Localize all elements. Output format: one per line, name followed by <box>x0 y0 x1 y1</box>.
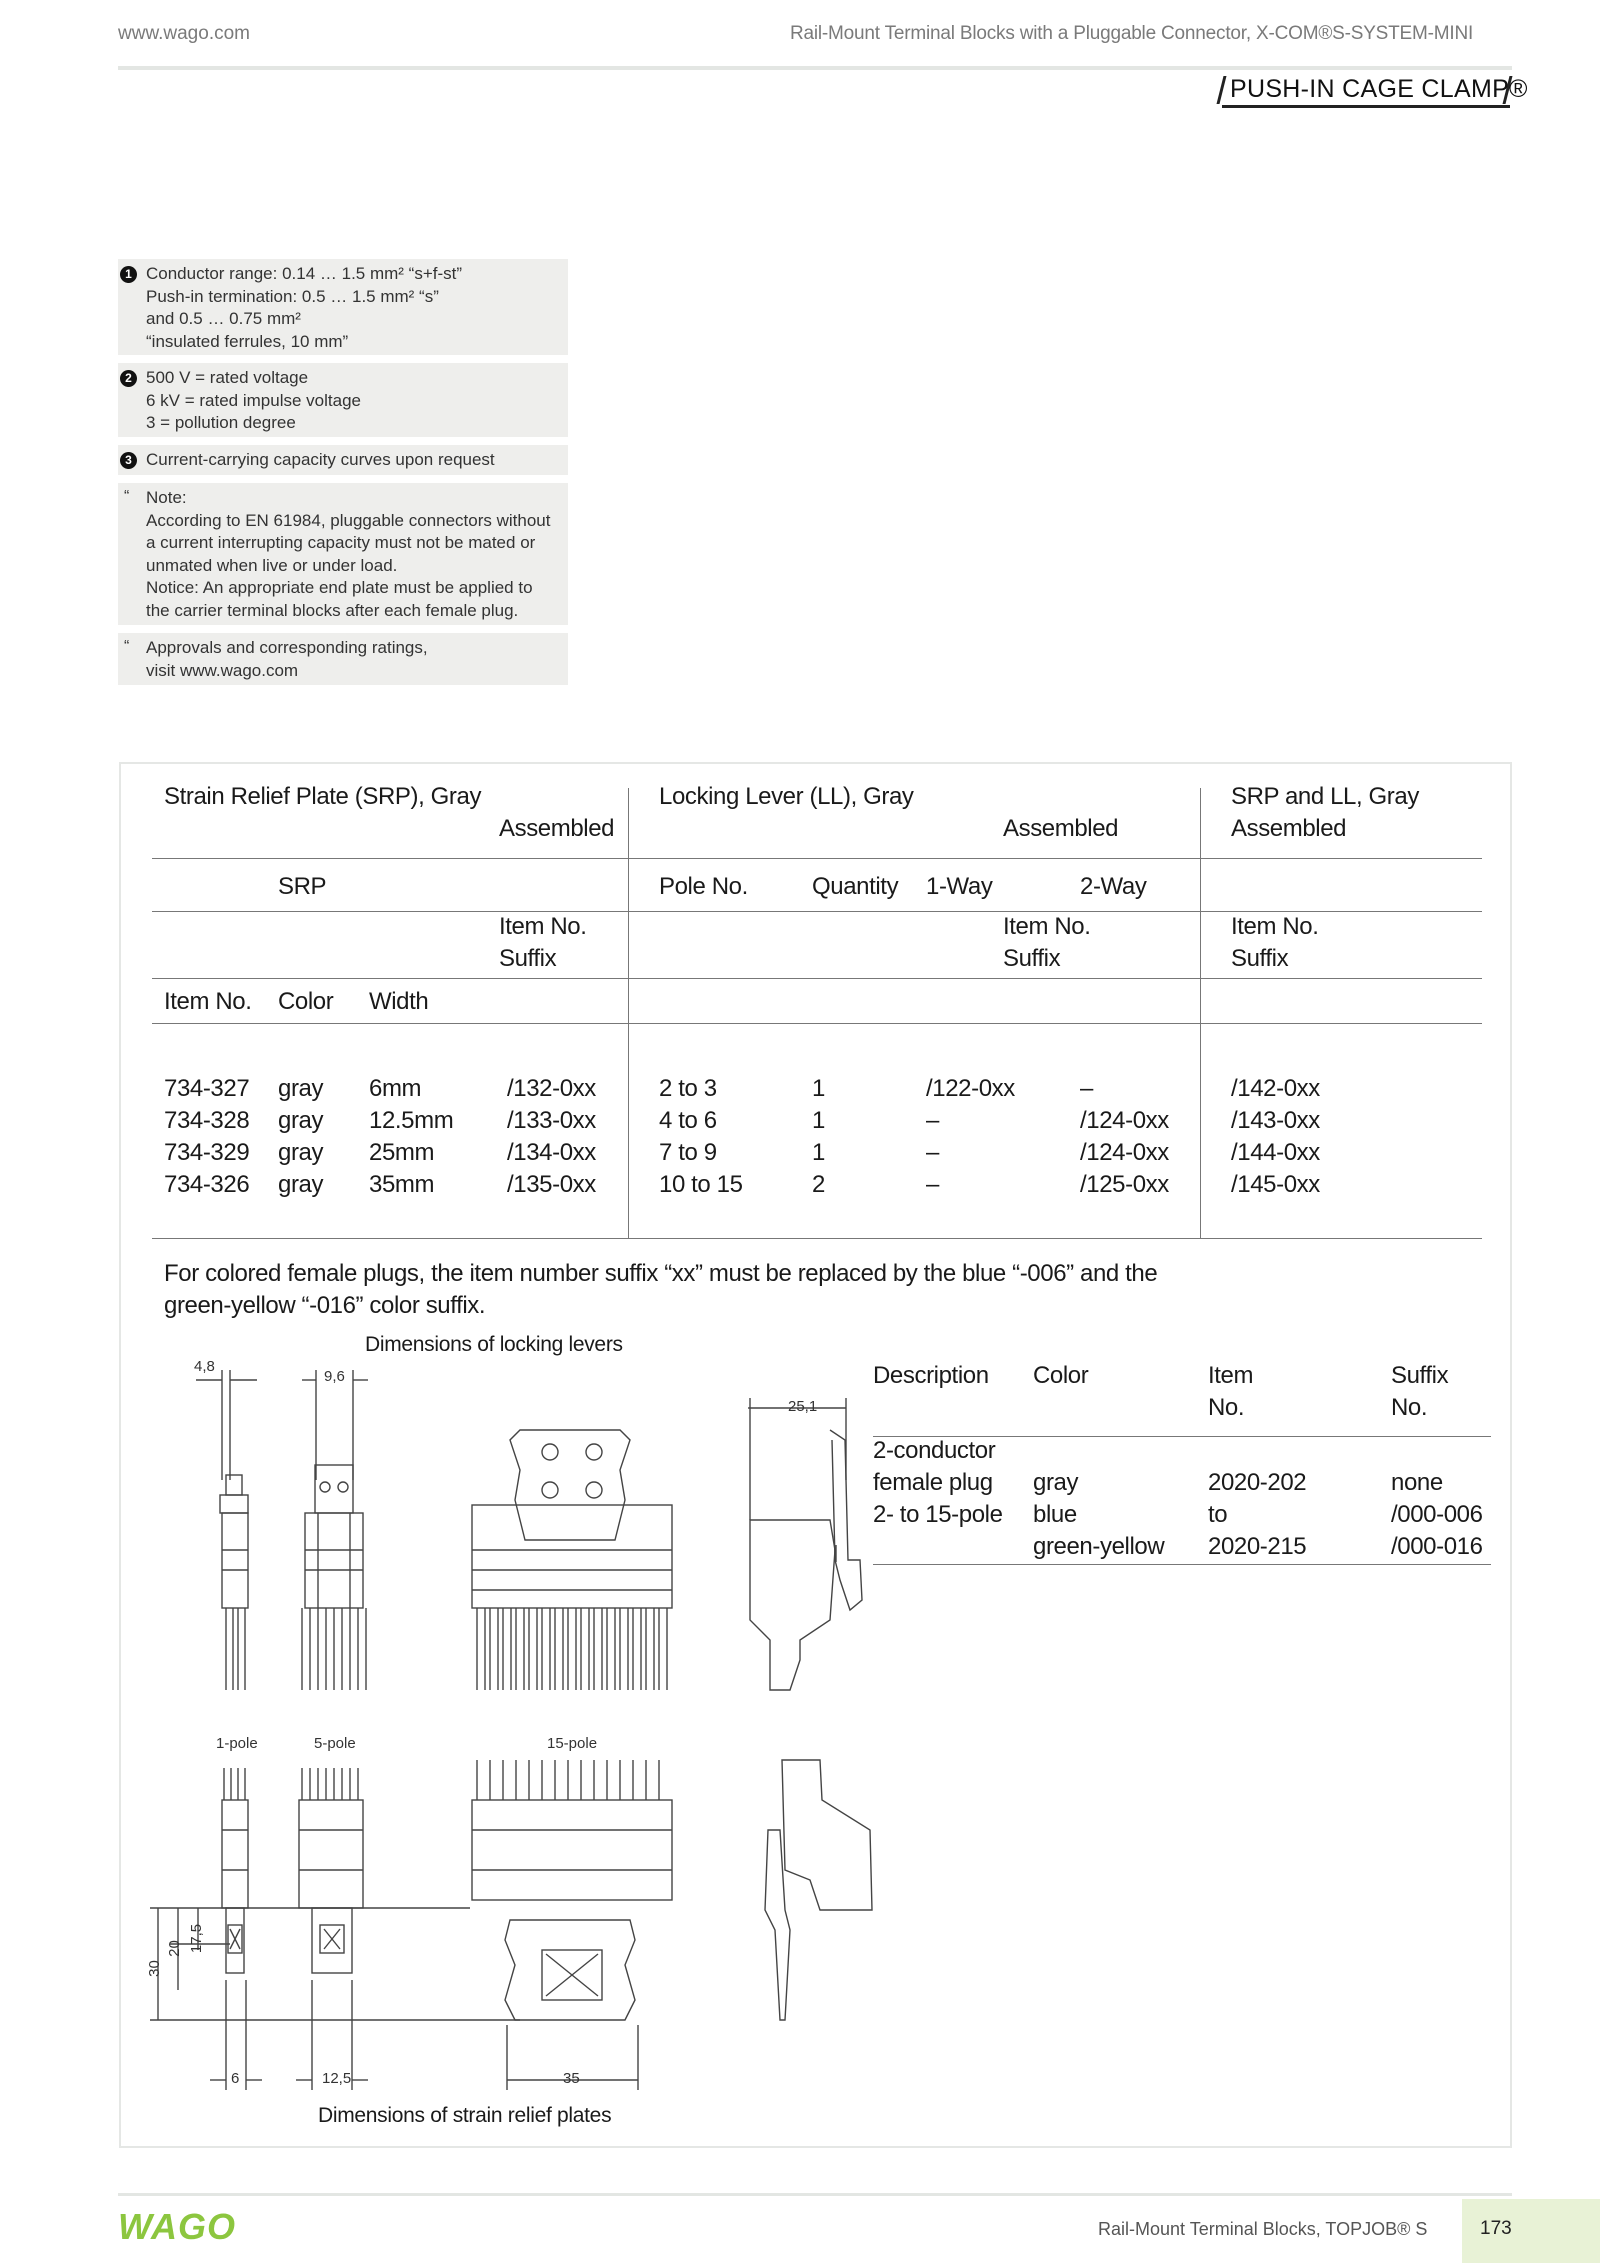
note-line: a current interrupting capacity must not be mated or <box>146 533 536 552</box>
t2-description: female plug <box>873 1469 993 1496</box>
table-cell-color: gray <box>278 1171 324 1198</box>
t2-suffix-header: No. <box>1391 1394 1428 1421</box>
table-cell-item: 734-329 <box>164 1139 250 1166</box>
brand-label: PUSH-IN CAGE CLAMP® <box>1230 75 1528 103</box>
dim-6: 6 <box>231 2070 240 2087</box>
table-cell-poles: 4 to 6 <box>659 1107 717 1134</box>
table-cell-item: 734-326 <box>164 1171 250 1198</box>
t2-suffix: /000-016 <box>1391 1533 1483 1560</box>
table-cell-one-way: – <box>926 1107 939 1134</box>
both-assembled: Assembled <box>1231 815 1347 842</box>
t2-suffix: /000-006 <box>1391 1501 1483 1528</box>
table-cell-width: 6mm <box>369 1075 422 1102</box>
srp-suffix-header: Suffix <box>499 945 557 972</box>
table-cell-srp-suffix: /132-0xx <box>507 1075 596 1102</box>
srp-item-no-header: Item No. <box>499 913 587 940</box>
table-cell-two-way: /124-0xx <box>1080 1107 1169 1134</box>
label-5-pole: 5-pole <box>314 1735 356 1752</box>
number-1-icon: 1 <box>120 266 137 283</box>
color-suffix-footnote: For colored female plugs, the item number suffix “xx” must be replaced by the blue “-006” and the <box>164 1260 1158 1287</box>
table-cell-qty: 1 <box>812 1139 825 1166</box>
table-cell-both: /144-0xx <box>1231 1139 1320 1166</box>
footer-section-title: Rail-Mount Terminal Blocks, TOPJOB® S <box>1098 2219 1428 2239</box>
dim-35: 35 <box>563 2070 580 2087</box>
both-title: SRP and LL, Gray <box>1231 783 1419 810</box>
note-line: Push-in termination: 0.5 … 1.5 mm² “s” <box>146 286 439 306</box>
one-way-header: 1-Way <box>926 873 993 900</box>
table-cell-two-way: /124-0xx <box>1080 1139 1169 1166</box>
locking-levers-title: Dimensions of locking levers <box>365 1333 623 1356</box>
pole-no-header: Pole No. <box>659 873 748 900</box>
table-cell-one-way: /122-0xx <box>926 1075 1015 1102</box>
table-cell-both: /145-0xx <box>1231 1171 1320 1198</box>
dim-12-5: 12,5 <box>322 2070 352 2087</box>
number-2-icon: 2 <box>120 370 137 387</box>
t2-item: to <box>1208 1501 1228 1528</box>
strain-relief-title: Dimensions of strain relief plates <box>318 2104 612 2127</box>
dim-20: 20 <box>165 1940 183 1957</box>
ll-assembled: Assembled <box>1003 815 1119 842</box>
ll-title: Locking Lever (LL), Gray <box>659 783 914 810</box>
dim-25-1: 25,1 <box>788 1398 818 1415</box>
note-line: Approvals and corresponding ratings, <box>146 638 428 657</box>
t2-item-header: Item <box>1208 1362 1254 1389</box>
note-marker: “ <box>124 488 130 505</box>
table-cell-srp-suffix: /135-0xx <box>507 1171 596 1198</box>
t2-color: gray <box>1033 1469 1079 1496</box>
table-cell-item: 734-328 <box>164 1107 250 1134</box>
table-cell-width: 12.5mm <box>369 1107 454 1134</box>
table-cell-qty: 2 <box>812 1171 825 1198</box>
note-line: Current-carrying capacity curves upon request <box>146 450 495 469</box>
table-cell-width: 35mm <box>369 1171 435 1198</box>
table-cell-both: /143-0xx <box>1231 1107 1320 1134</box>
note-line: Notice: An appropriate end plate must be applied to <box>146 578 533 597</box>
note-line: and 0.5 … 0.75 mm² <box>146 309 301 328</box>
color-suffix-footnote: green-yellow “-016” color suffix. <box>164 1292 486 1319</box>
label-1-pole: 1-pole <box>216 1735 258 1752</box>
table-cell-poles: 7 to 9 <box>659 1139 717 1166</box>
quantity-header: Quantity <box>812 873 899 900</box>
table-cell-width: 25mm <box>369 1139 435 1166</box>
srp-assembled: Assembled <box>499 815 615 842</box>
table-cell-two-way: /125-0xx <box>1080 1171 1169 1198</box>
srp-title: Strain Relief Plate (SRP), Gray <box>164 783 482 810</box>
t2-suffix-header: Suffix <box>1391 1362 1449 1389</box>
note-line: Note: <box>146 488 187 507</box>
table-cell-poles: 2 to 3 <box>659 1075 717 1102</box>
website-url[interactable]: www.wago.com <box>118 23 250 44</box>
note-line: the carrier terminal blocks after each female plug. <box>146 600 519 620</box>
note-marker: “ <box>124 638 130 655</box>
table-cell-poles: 10 to 15 <box>659 1171 743 1198</box>
table-cell-qty: 1 <box>812 1075 825 1102</box>
note-line: According to EN 61984, pluggable connectors without <box>146 510 551 530</box>
table-cell-color: gray <box>278 1107 324 1134</box>
note-line: Conductor range: 0.14 … 1.5 mm² “s+f-st” <box>146 264 463 283</box>
t2-color: green-yellow <box>1033 1533 1165 1560</box>
t2-description: 2- to 15-pole <box>873 1501 1003 1528</box>
dim-4-8: 4,8 <box>194 1358 215 1375</box>
table-cell-two-way: – <box>1080 1075 1093 1102</box>
ll-item-no-header: Item No. <box>1003 913 1091 940</box>
table-cell-one-way: – <box>926 1171 939 1198</box>
two-way-header: 2-Way <box>1080 873 1147 900</box>
page-number: 173 <box>1480 2218 1512 2239</box>
both-item-no-header: Item No. <box>1231 913 1319 940</box>
note-line: 500 V = rated voltage <box>146 368 309 387</box>
t2-description: 2-conductor <box>873 1437 996 1464</box>
both-suffix-header: Suffix <box>1231 945 1289 972</box>
t2-item: 2020-202 <box>1208 1469 1307 1496</box>
table-cell-qty: 1 <box>812 1107 825 1134</box>
table-cell-srp-suffix: /134-0xx <box>507 1139 596 1166</box>
t2-item-header: No. <box>1208 1394 1245 1421</box>
number-3-icon: 3 <box>120 452 137 469</box>
srp-subheader: SRP <box>278 873 327 900</box>
note-line[interactable]: visit www.wago.com <box>146 660 299 680</box>
note-line: unmated when live or under load. <box>146 555 398 575</box>
table-cell-one-way: – <box>926 1139 939 1166</box>
dim-9-6: 9,6 <box>324 1368 345 1385</box>
page-header-title: Rail-Mount Terminal Blocks with a Pluggable Connector, X-COM®S-SYSTEM-MINI <box>790 23 1474 44</box>
t2-color: blue <box>1033 1501 1077 1528</box>
table-cell-both: /142-0xx <box>1231 1075 1320 1102</box>
t2-suffix: none <box>1391 1469 1443 1496</box>
table-cell-color: gray <box>278 1075 324 1102</box>
note-line: “insulated ferrules, 10 mm” <box>146 331 349 351</box>
dim-17-5: 17,5 <box>188 1923 206 1954</box>
label-15-pole: 15-pole <box>547 1735 598 1752</box>
width-col-header: Width <box>369 988 429 1015</box>
dim-30: 30 <box>145 1960 163 1977</box>
note-line: 3 = pollution degree <box>146 413 296 432</box>
t2-description-header: Description <box>873 1362 989 1389</box>
table-cell-color: gray <box>278 1139 324 1166</box>
footer-divider <box>118 2193 1512 2196</box>
ll-suffix-header: Suffix <box>1003 945 1061 972</box>
table-cell-srp-suffix: /133-0xx <box>507 1107 596 1134</box>
t2-item: 2020-215 <box>1208 1533 1307 1560</box>
item-no-col-header: Item No. <box>164 988 252 1015</box>
wago-logo: WAGO <box>118 2206 236 2247</box>
note-line: 6 kV = rated impulse voltage <box>146 390 361 410</box>
color-col-header: Color <box>278 988 334 1015</box>
t2-color-header: Color <box>1033 1362 1089 1389</box>
table-cell-item: 734-327 <box>164 1075 250 1102</box>
